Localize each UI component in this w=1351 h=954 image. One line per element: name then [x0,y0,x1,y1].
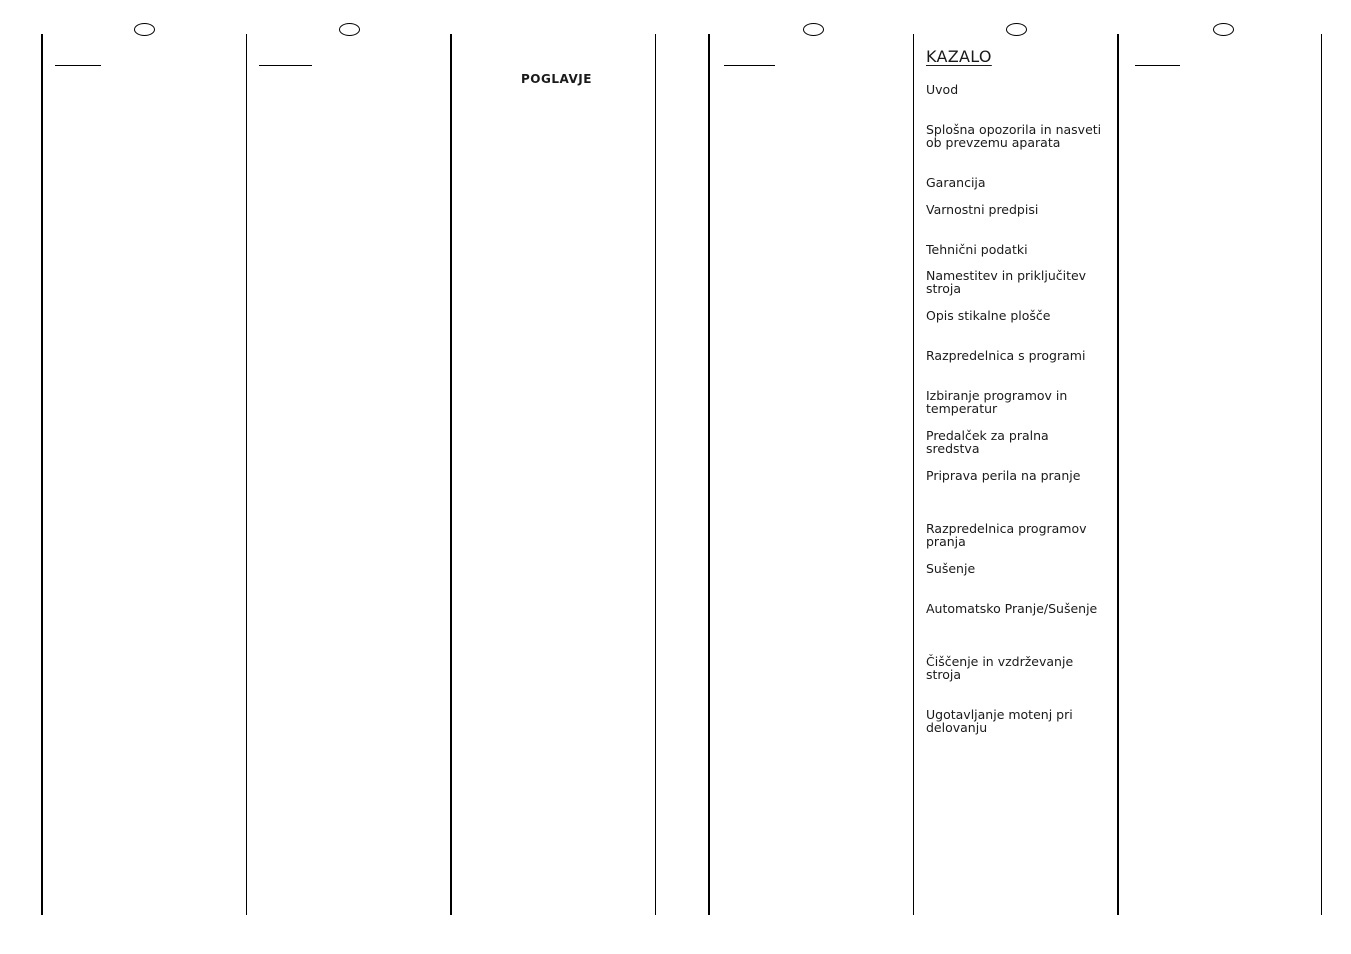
toc-item: Varnostni predpisi [926,202,1039,217]
toc-item: Namestitev in priključitev stroja [926,268,1087,296]
toc-item: Uvod [926,82,959,97]
toc-item: Predalček za pralna sredstva [926,428,1049,456]
section-rule-3 [724,65,775,66]
language-oval-2 [339,23,360,36]
toc-item: Opis stikalne plošče [926,308,1051,323]
column-rule-6 [913,34,914,915]
column-rule-1 [41,34,43,915]
toc-item: Sušenje [926,561,976,576]
language-oval-5 [1213,23,1234,36]
section-rule-4 [1135,65,1180,66]
section-rule-2 [259,65,312,66]
column-rule-4 [655,34,656,915]
toc-item: Ugotavljanje motenj pri delovanju [926,707,1073,735]
toc-item: Splošna opozorila in nasveti ob prevzemu aparata [926,122,1102,150]
language-oval-4 [1006,23,1027,36]
toc-item: Automatsko Pranje/Sušenje [926,601,1098,616]
toc-item: Čiščenje in vzdrževanje stroja [926,654,1074,682]
language-oval-3 [803,23,824,36]
column-rule-3 [450,34,452,915]
column-rule-5 [708,34,710,915]
toc-item: Izbiranje programov in temperatur [926,388,1068,416]
toc-item: Razpredelnica s programi [926,348,1086,363]
toc-item: Priprava perila na pranje [926,468,1081,483]
toc-title: KAZALO [926,47,992,66]
toc-item: Garancija [926,175,986,190]
toc-item: Tehnični podatki [926,242,1028,257]
language-oval-1 [134,23,155,36]
column-rule-2 [246,34,247,915]
chapter-header: POGLAVJE [521,72,592,86]
column-rule-7 [1117,34,1119,915]
section-rule-1 [55,65,101,66]
toc-item: Razpredelnica programov pranja [926,521,1087,549]
column-rule-8 [1321,34,1322,915]
